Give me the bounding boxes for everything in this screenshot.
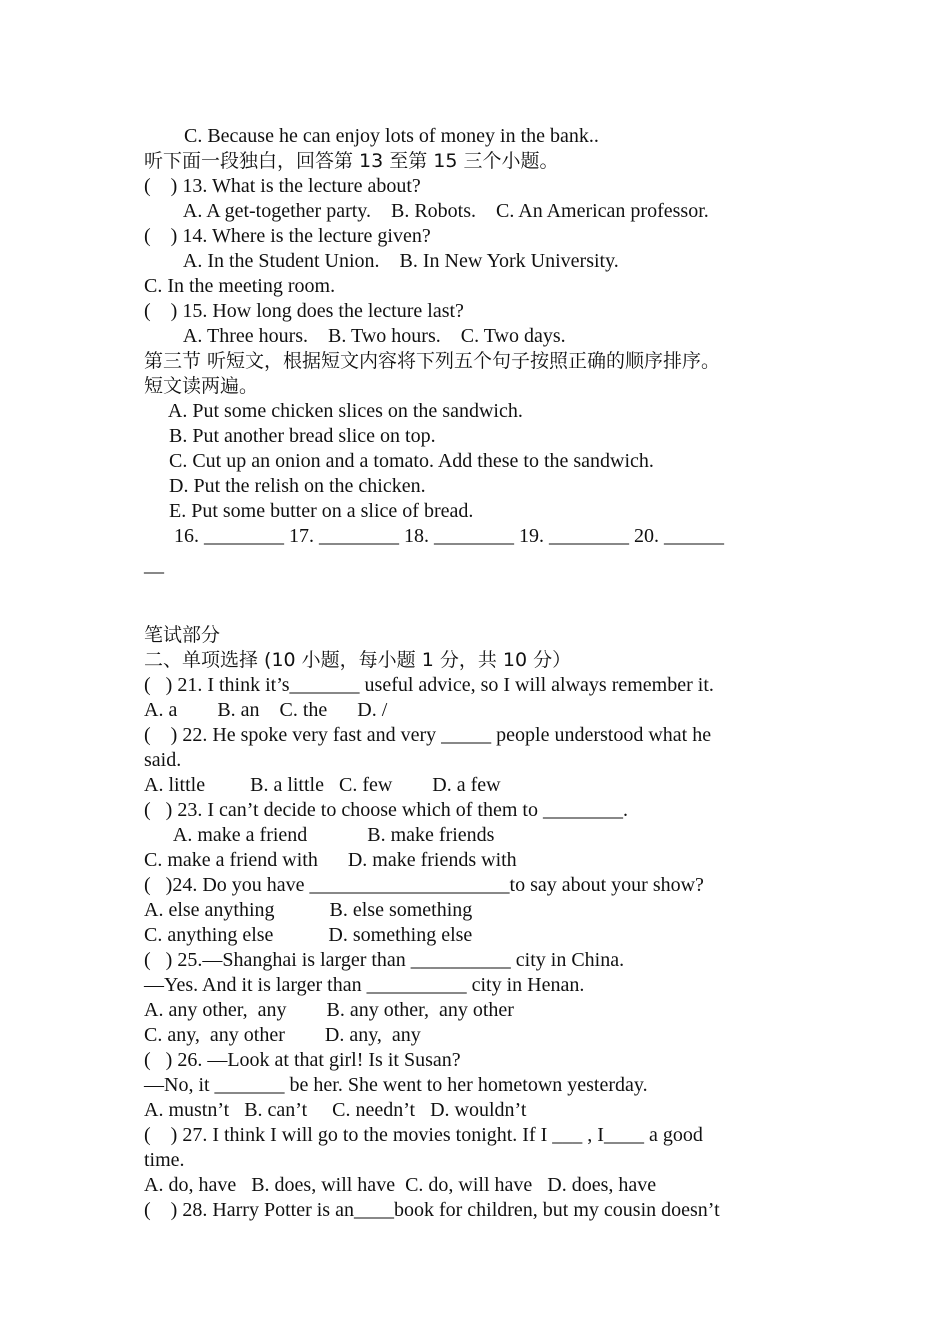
answer-blanks-16-20: 16. ________ 17. ________ 18. ________ 19. ________ 20. ______ (144, 525, 724, 547)
section-3-heading: 第三节 听短文，根据短文内容将下列五个句子按照正确的顺序排序。 (144, 350, 721, 372)
question-24: ( )24. Do you have ____________________to say about your show? (144, 874, 704, 896)
question-22-continued: said. (144, 749, 182, 771)
question-22: ( ) 22. He spoke very fast and very _____ people understood what he (144, 724, 712, 746)
options-23-cd: C. make a friend with D. make friends with (144, 849, 517, 871)
section-instruction: 听下面一段独白，回答第 13 至第 15 三个小题。 (144, 150, 559, 172)
options-13: A. A get-together party. B. Robots. C. An American professor. (144, 200, 709, 222)
multiple-choice-heading: 二、单项选择 (10 小题，每小题 1 分，共 10 分） (144, 649, 572, 671)
question-25: ( ) 25.—Shanghai is larger than __________ city in China. (144, 949, 625, 971)
question-28: ( ) 28. Harry Potter is an____book for children, but my cousin doesn’t (144, 1199, 720, 1221)
option-line: C. Because he can enjoy lots of money in the bank.. (144, 125, 599, 147)
question-26: ( ) 26. —Look at that girl! Is it Susan? (144, 1049, 461, 1071)
question-27: ( ) 27. I think I will go to the movies tonight. If I ___ , I____ a good (144, 1124, 703, 1146)
options-25-cd: C. any, any other D. any, any (144, 1024, 421, 1046)
options-26: A. mustn’t B. can’t C. needn’t D. wouldn’t (144, 1099, 527, 1121)
sentence-d: D. Put the relish on the chicken. (144, 475, 426, 497)
options-23-ab: A. make a friend B. make friends (144, 824, 495, 846)
options-15: A. Three hours. B. Two hours. C. Two days. (144, 325, 566, 347)
sentence-e: E. Put some butter on a slice of bread. (144, 500, 474, 522)
options-24-ab: A. else anything B. else something (144, 899, 473, 921)
question-25-reply: —Yes. And it is larger than __________ city in Henan. (144, 974, 585, 996)
question-26-reply: —No, it _______ be her. She went to her hometown yesterday. (144, 1074, 648, 1096)
options-14: A. In the Student Union. B. In New York University. (144, 250, 619, 272)
answer-blank-continuation: __ (144, 554, 164, 576)
options-14-c: C. In the meeting room. (144, 275, 336, 297)
options-21: A. a B. an C. the D. / (144, 699, 388, 721)
sentence-c: C. Cut up an onion and a tomato. Add these to the sandwich. (144, 450, 654, 472)
options-22: A. little B. a little C. few D. a few (144, 774, 501, 796)
sentence-a: A. Put some chicken slices on the sandwich. (144, 400, 523, 422)
sentence-b: B. Put another bread slice on top. (144, 425, 436, 447)
options-24-cd: C. anything else D. something else (144, 924, 473, 946)
question-14: ( ) 14. Where is the lecture given? (144, 225, 431, 247)
question-13: ( ) 13. What is the lecture about? (144, 175, 421, 197)
question-21: ( ) 21. I think it’s_______ useful advice, so I will always remember it. (144, 674, 714, 696)
options-25-ab: A. any other, any B. any other, any other (144, 999, 514, 1021)
question-23: ( ) 23. I can’t decide to choose which of them to ________. (144, 799, 628, 821)
question-15: ( ) 15. How long does the lecture last? (144, 300, 464, 322)
question-27-continued: time. (144, 1149, 185, 1171)
written-part-heading: 笔试部分 (144, 624, 221, 646)
options-27: A. do, have B. does, will have C. do, will have D. does, have (144, 1174, 657, 1196)
section-3-note: 短文读两遍。 (144, 375, 259, 397)
